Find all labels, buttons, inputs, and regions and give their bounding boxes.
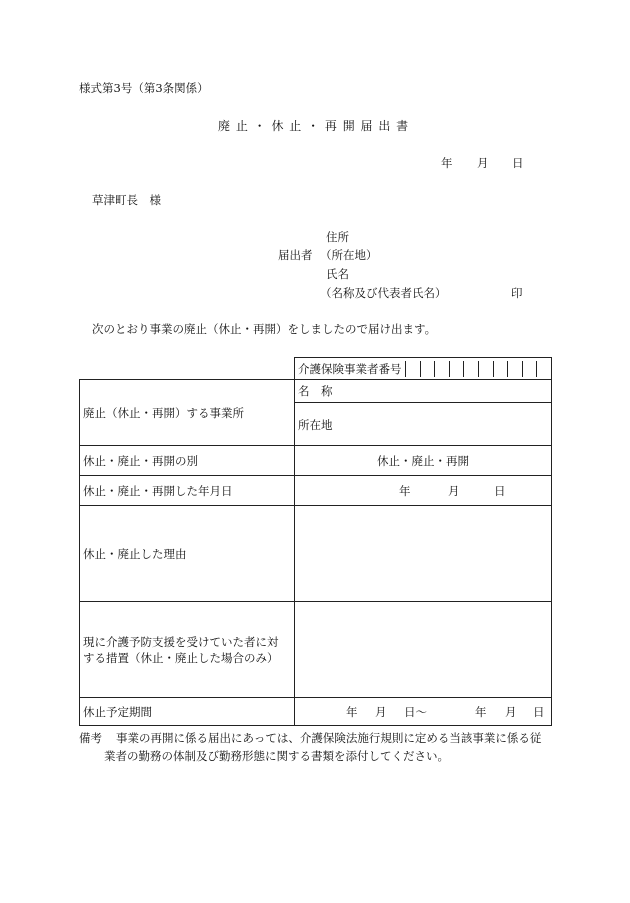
note-line1: 事業の再開に係る届出にあっては、介護保険法施行規則に定める当該事業に係る従	[116, 731, 542, 745]
date-label: 休止・廃止・再開した年月日	[80, 476, 295, 506]
addressee: 草津町長 様	[92, 193, 161, 207]
period-start-day: 日～	[404, 705, 427, 719]
type-row	[80, 446, 552, 476]
date-value-year: 年	[399, 484, 411, 498]
measure-label-line2: する措置（休止・廃止した場合のみ）	[83, 650, 279, 665]
reason-row	[80, 506, 552, 602]
period-end-day: 日	[533, 705, 545, 719]
reason-input[interactable]	[295, 506, 552, 602]
note-label: 備考	[79, 731, 102, 745]
digit-box[interactable]	[508, 361, 523, 377]
note-line2: 業者の勤務の体制及び勤務形態に関する書類を添付してください。	[104, 749, 449, 763]
period-label: 休止予定期間	[80, 698, 295, 726]
date-day: 日	[512, 156, 524, 170]
digit-box[interactable]	[450, 361, 465, 377]
insurer-number-cell	[295, 358, 552, 380]
digit-box[interactable]	[464, 361, 479, 377]
office-details-cell[interactable]	[295, 380, 552, 446]
seal-mark: 印	[511, 286, 523, 300]
office-location-label: 所在地	[298, 418, 333, 432]
measure-label-line1: 現に介護予防支援を受けていた者に対	[83, 634, 279, 649]
office-name-label: 名 称	[298, 384, 333, 398]
intro-text: 次のとおり事業の廃止（休止・再開）をしましたので届け出ます。	[92, 322, 437, 336]
applicant-label: 届出者	[278, 248, 313, 262]
measure-row	[80, 602, 552, 698]
period-start-year: 年	[346, 705, 358, 719]
type-value[interactable]: 休止・廃止・再開	[295, 446, 552, 476]
type-label: 休止・廃止・再開の別	[80, 446, 295, 476]
address-sub-label: （所在地）	[320, 248, 378, 262]
date-month: 月	[477, 156, 489, 170]
form-number: 様式第3号（第3条関係）	[79, 81, 209, 95]
measure-input[interactable]	[295, 602, 552, 698]
insurer-number-label: 介護保険事業者番号	[295, 361, 406, 377]
digit-box[interactable]	[523, 361, 538, 377]
reason-label: 休止・廃止した理由	[80, 506, 295, 602]
digit-box[interactable]	[421, 361, 436, 377]
period-row	[80, 698, 552, 726]
name-label: 氏名	[326, 267, 349, 281]
digit-box[interactable]	[406, 361, 421, 377]
name-sub-label: （名称及び代表者氏名）	[320, 286, 447, 300]
digit-box[interactable]	[537, 361, 551, 377]
page-title: 廃 止 ・ 休 止 ・ 再 開 届 出 書	[218, 119, 410, 133]
office-label: 廃止（休止・再開）する事業所	[80, 380, 295, 446]
date-value-month: 月	[448, 484, 460, 498]
date-row	[80, 476, 552, 506]
date-value-day: 日	[494, 484, 506, 498]
address-label: 住所	[326, 230, 349, 244]
digit-box[interactable]	[494, 361, 509, 377]
digit-box[interactable]	[479, 361, 494, 377]
notification-table	[79, 357, 552, 726]
insurer-number-row	[80, 358, 552, 380]
date-value-cell[interactable]	[295, 476, 552, 506]
date-year: 年	[441, 156, 453, 170]
office-row	[80, 380, 552, 446]
period-value-cell[interactable]	[295, 698, 552, 726]
digit-box[interactable]	[435, 361, 450, 377]
period-end-year: 年	[475, 705, 487, 719]
period-end-month: 月	[505, 705, 517, 719]
measure-label	[80, 602, 295, 698]
period-start-month: 月	[375, 705, 387, 719]
